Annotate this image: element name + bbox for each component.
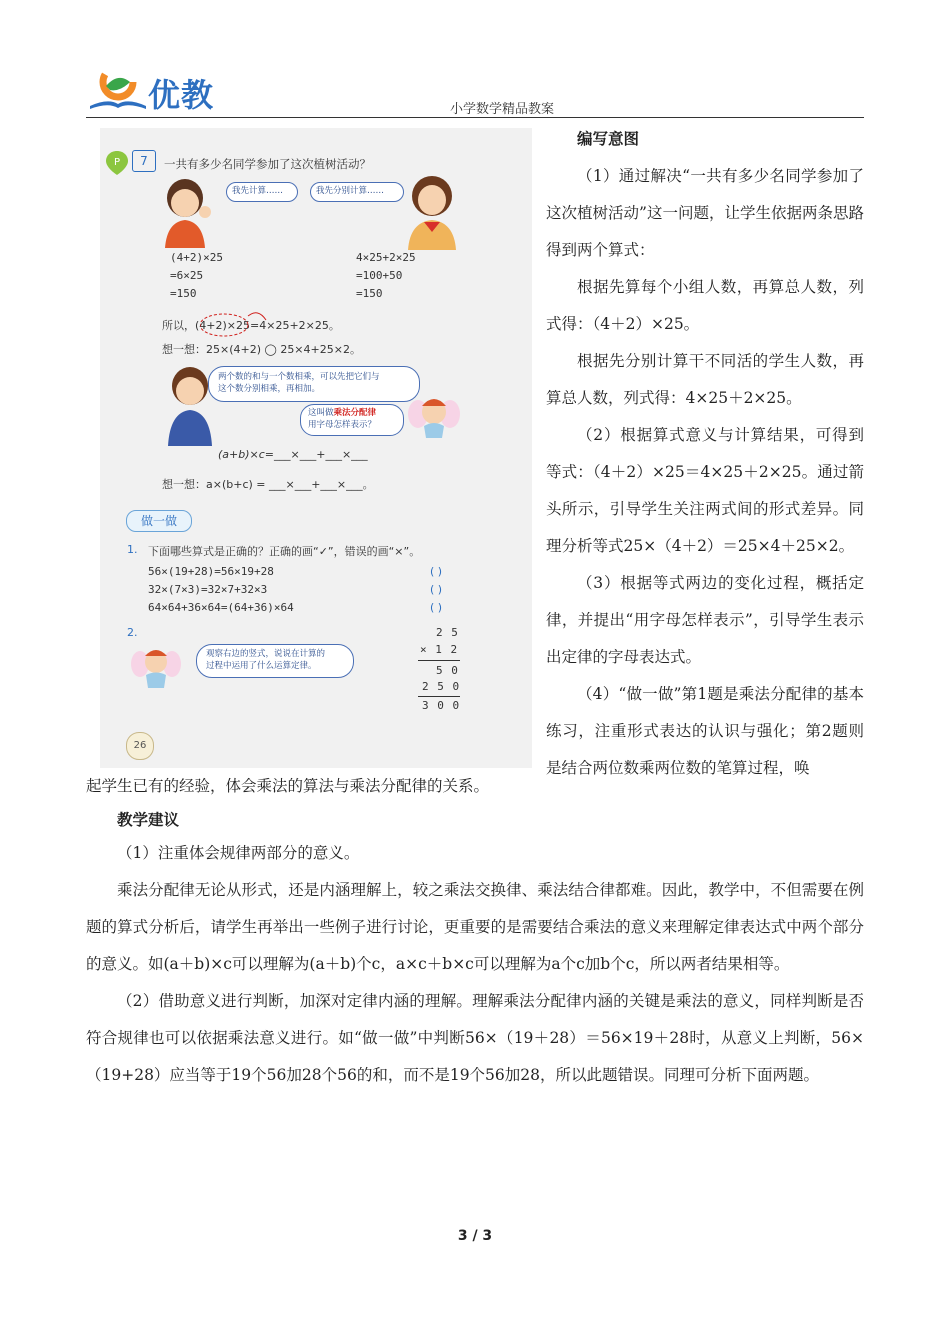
q2-speech-line-2: 过程中运用了什么运算定律。 <box>206 661 317 671</box>
distributive-formula: (a+b)×c=___×___+___×___ <box>218 448 368 461</box>
q1-item-3: 64×64+36×64=(64+36)×64 <box>148 601 294 614</box>
example-number-badge: 7 <box>132 150 156 172</box>
q1-answer-blank-3: ( ) <box>430 601 443 614</box>
vertical-row-2: × 1 2 <box>420 643 459 656</box>
arrow-annotation-icon <box>200 306 280 340</box>
example-question: 一共有多少名同学参加了这次植树活动？ <box>164 157 371 171</box>
location-pin-icon <box>104 150 130 176</box>
angel-small-illustration-icon <box>130 642 182 692</box>
intent-paragraph-1: （1）通过解决“一共有多少名同学参加了这次植树活动”这一问题，让学生依据两条思路得到两个算式： <box>546 167 864 259</box>
q1-text: 下面哪些算式是正确的？正确的画“✓”，错误的画“×”。 <box>148 545 421 558</box>
intent-paragraph-2: 根据先算每个小组人数，再算总人数，列式得：（4＋2）×25。 <box>546 278 864 333</box>
intent-paragraph-6a: （4）“做一做”第1题是乘法分配律的基本练习，注重形式表达的认识与强化；第2题则是结合两位数乘两位数的笔算过程，唤 <box>546 685 864 777</box>
calc-left-2: =6×25 <box>170 269 204 282</box>
q2-label: 2. <box>127 626 138 639</box>
boy-speech-line-2: 这个数分别相乘，再相加。 <box>218 384 321 394</box>
intent-paragraph-4: （2）根据算式意义与计算结果，可得到等式：（4＋2）×25＝4×25＋2×25。通过箭头所示，引导学生关注两式间的形式差异。同理分析等式25×（4＋2）＝25×4＋25×2。 <box>546 426 864 555</box>
vertical-row-3: 5 0 <box>436 664 459 677</box>
vertical-rule-1 <box>418 660 460 661</box>
intent-paragraph-3: 根据先分别计算干不同活的学生人数，再算总人数，列式得：4×25＋2×25。 <box>546 352 864 407</box>
q1-answer-blank-1: ( ) <box>430 565 443 578</box>
angel-illustration-icon <box>406 390 462 440</box>
q1-item-2: 32×(7×3)=32×7+32×3 <box>148 583 268 596</box>
calc-left-1: (4+2)×25 <box>170 251 223 264</box>
intent-section <box>546 126 864 787</box>
speech-bubble-left-text: 我先计算…… <box>232 186 284 196</box>
vertical-row-1: 2 5 <box>436 626 459 639</box>
girl-illustration-icon <box>396 172 468 250</box>
logo-text: 优教 <box>148 76 215 114</box>
svg-text:P: P <box>113 157 121 168</box>
suggest-point-1: （1）注重体会规律两部分的意义。 <box>117 844 360 862</box>
calc-right-1: 4×25+2×25 <box>356 251 416 264</box>
vertical-rule-2 <box>418 696 460 697</box>
so-equation: 所以，(4+2)×25=4×25+2×25。 <box>162 319 340 332</box>
vertical-row-4: 2 5 0 <box>422 680 461 693</box>
q1-label: 1. <box>127 543 138 556</box>
q1-answer-blank-2: ( ) <box>430 583 443 596</box>
calc-right-2: =100+50 <box>356 269 403 282</box>
suggest-paragraph-2: （2）借助意义进行判断，加深对定律内涵的理解。理解乘法分配律内涵的关键是乘法的意义，同样判断是否符合规律也可以依据乘法意义进行。如“做一做”中判断56×（19＋28）＝56×19＋28时，从意义上判断，56×（19+28）应当等于19个56加28个56的和，而不是19个56加28，所以此题错误。同理可分析下面两题。 <box>86 992 864 1084</box>
boy-illustration-icon <box>155 176 217 248</box>
angel-speech-line-2: 用字母怎样表示？ <box>308 420 377 430</box>
boy-speech-line-1: 两个数的和与一个数相乘，可以先把它们与 <box>218 372 380 382</box>
speech-bubble-right-text: 我先分别计算…… <box>316 186 385 196</box>
intent-paragraph-5: （3）根据等式两边的变化过程，概括定律，并提出“用字母怎样表示”，引导学生表示出定律的字母表达式。 <box>546 574 864 666</box>
textbook-page-number: 26 <box>126 732 154 760</box>
angel-speech-line-1 <box>308 407 376 419</box>
full-width-text <box>86 768 864 1094</box>
q2-speech-line-1: 观察右边的竖式，说说在计算的 <box>206 649 326 659</box>
logo <box>86 60 226 115</box>
page-number: 3 / 3 <box>457 1228 493 1244</box>
q1-item-1: 56×(19+28)=56×19+28 <box>148 565 274 578</box>
practice-title: 做一做 <box>126 510 192 532</box>
calc-right-3: =150 <box>356 287 383 300</box>
angel-speech-pre: 这叫做 <box>308 408 334 418</box>
suggest-paragraph-1: 乘法分配律无论从形式，还是内涵理解上，较之乘法交换律、乘法结合律都难。因此，教学中，不但需要在例题的算式分析后，请学生再举出一些例子进行讨论，更重要的是需要结合乘法的意义来理解定律表达式中两个部分的意义。如(a＋b)×c可以理解为(a＋b)个c，a×c＋b×c可以理解为a个c加b个c，所以两者结果相等。 <box>86 881 864 973</box>
textbook-page-image <box>100 128 532 768</box>
intent-title: 编写意图 <box>577 130 640 148</box>
angel-speech-key: 乘法分配律 <box>333 408 377 418</box>
calc-left-3: =150 <box>170 287 197 300</box>
intent-paragraph-6b: 起学生已有的经验，体会乘法的算法与乘法分配律的关系。 <box>86 777 490 795</box>
think-one: 想一想：25×(4+2) ◯ 25×4+25×2。 <box>162 343 361 356</box>
vertical-row-5: 3 0 0 <box>422 699 461 712</box>
think-two: 想一想：a×(b+c) = ___×___+___×___。 <box>162 478 374 491</box>
suggest-title: 教学建议 <box>117 811 180 829</box>
header-subtitle: 小学数学精品教案 <box>450 102 555 117</box>
header-divider <box>86 117 864 118</box>
